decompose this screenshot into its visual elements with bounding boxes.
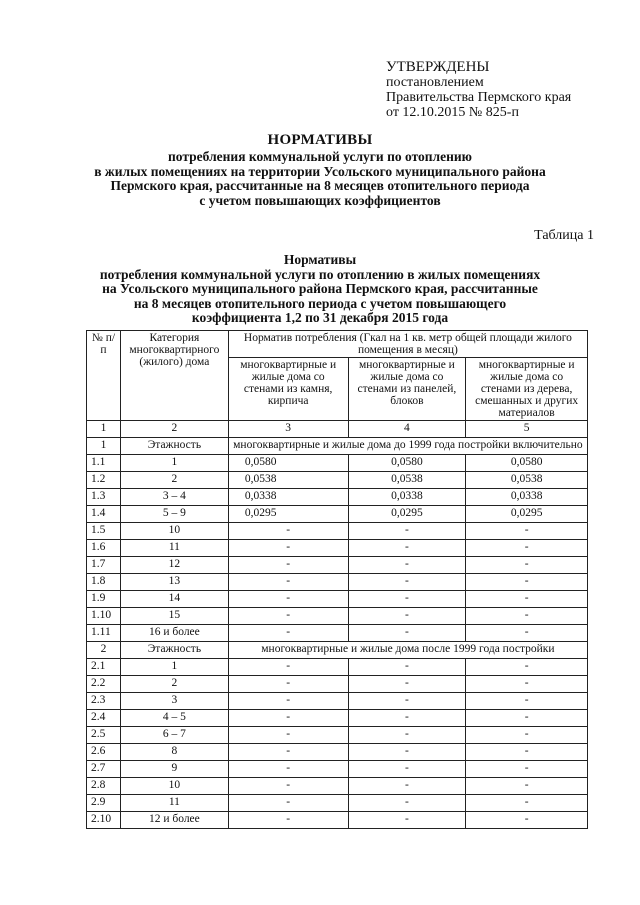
row-floors: 1 xyxy=(120,659,228,676)
row-floors: 14 xyxy=(120,591,228,608)
value-panel: - xyxy=(348,608,466,625)
subtitle-line: Пермского края, рассчитанные на 8 месяцев отопительного периода xyxy=(110,178,530,193)
row-num: 2.5 xyxy=(87,727,121,744)
value-wood: - xyxy=(466,625,588,642)
row-num: 1.8 xyxy=(87,574,121,591)
value-stone: - xyxy=(228,727,348,744)
row-floors: 13 xyxy=(120,574,228,591)
table-row xyxy=(87,727,588,744)
document-subtitle xyxy=(0,150,640,208)
table-title-line: на Усольского муниципального района Пермского края, рассчитанные xyxy=(102,281,538,296)
value-panel: - xyxy=(348,557,466,574)
row-floors: 9 xyxy=(120,761,228,778)
value-stone: - xyxy=(228,540,348,557)
row-num: 2.3 xyxy=(87,693,121,710)
value-panel: - xyxy=(348,659,466,676)
column-number-row xyxy=(87,421,588,438)
value-wood: - xyxy=(466,795,588,812)
section-num: 1 xyxy=(87,438,121,455)
row-floors: 16 и более xyxy=(120,625,228,642)
value-panel: - xyxy=(348,540,466,557)
row-floors: 6 – 7 xyxy=(120,727,228,744)
value-panel: - xyxy=(348,795,466,812)
table-row xyxy=(87,455,588,472)
value-wood: - xyxy=(466,557,588,574)
table-row xyxy=(87,540,588,557)
section-label: многоквартирные и жилые дома до 1999 года постройки включительно xyxy=(228,438,587,455)
approval-title: УТВЕРЖДЕНЫ xyxy=(386,59,490,75)
row-num: 2.6 xyxy=(87,744,121,761)
value-wood: - xyxy=(466,540,588,557)
value-wood: - xyxy=(466,574,588,591)
value-wood: 0,0580 xyxy=(466,455,588,472)
table-row xyxy=(87,659,588,676)
row-num: 2.9 xyxy=(87,795,121,812)
value-stone: - xyxy=(228,676,348,693)
subtitle-line: в жилых помещениях на территории Усольского муниципального района xyxy=(94,163,546,179)
value-stone: - xyxy=(228,574,348,591)
value-stone: - xyxy=(228,778,348,795)
row-floors: 11 xyxy=(120,795,228,812)
table-row xyxy=(87,676,588,693)
approval-line: Правительства Пермского края xyxy=(386,90,572,105)
value-wood: - xyxy=(466,693,588,710)
row-floors: 12 и более xyxy=(120,812,228,829)
value-wood: - xyxy=(466,727,588,744)
table-row xyxy=(87,574,588,591)
table-row xyxy=(87,557,588,574)
value-panel: - xyxy=(348,523,466,540)
value-wood: 0,0338 xyxy=(466,489,588,506)
value-panel: 0,0580 xyxy=(348,455,466,472)
document-title: НОРМАТИВЫ xyxy=(267,132,373,148)
row-num: 1.10 xyxy=(87,608,121,625)
value-stone: 0,0295 xyxy=(228,506,348,523)
value-stone: - xyxy=(228,523,348,540)
value-stone: - xyxy=(228,710,348,727)
row-num: 2.10 xyxy=(87,812,121,829)
value-wood: - xyxy=(466,710,588,727)
value-panel: - xyxy=(348,591,466,608)
section-num: 2 xyxy=(87,642,121,659)
col-number: 1 xyxy=(87,421,121,438)
row-num: 2.1 xyxy=(87,659,121,676)
norms-table xyxy=(86,330,588,829)
value-wood: - xyxy=(466,591,588,608)
section-label: многоквартирные и жилые дома после 1999 года постройки xyxy=(228,642,587,659)
value-panel: - xyxy=(348,761,466,778)
value-wood: - xyxy=(466,608,588,625)
value-wood: - xyxy=(466,778,588,795)
row-floors: 10 xyxy=(120,523,228,540)
value-wood: - xyxy=(466,744,588,761)
subtitle-line: потребления коммунальной услуги по отоплению xyxy=(168,149,472,164)
col-number: 4 xyxy=(348,421,466,438)
table-row xyxy=(87,625,588,642)
row-num: 2.7 xyxy=(87,761,121,778)
row-floors: 3 xyxy=(120,693,228,710)
table-title-line: Нормативы xyxy=(283,252,357,267)
row-num: 1.6 xyxy=(87,540,121,557)
subtitle-line: с учетом повышающих коэффициентов xyxy=(199,192,441,208)
table-header-row xyxy=(87,331,588,358)
table-row xyxy=(87,472,588,489)
section-category: Этажность xyxy=(120,438,228,455)
row-floors: 12 xyxy=(120,557,228,574)
row-floors: 10 xyxy=(120,778,228,795)
approval-line: постановлением xyxy=(386,75,484,90)
row-floors: 11 xyxy=(120,540,228,557)
value-wood: - xyxy=(466,523,588,540)
value-panel: - xyxy=(348,676,466,693)
row-floors: 3 – 4 xyxy=(120,489,228,506)
value-stone: - xyxy=(228,608,348,625)
table-row xyxy=(87,744,588,761)
value-wood: - xyxy=(466,676,588,693)
value-panel: 0,0295 xyxy=(348,506,466,523)
table-row xyxy=(87,506,588,523)
value-stone: - xyxy=(228,693,348,710)
value-wood: - xyxy=(466,812,588,829)
value-panel: 0,0338 xyxy=(348,489,466,506)
section-category: Этажность xyxy=(120,642,228,659)
row-floors: 4 – 5 xyxy=(120,710,228,727)
value-stone: 0,0338 xyxy=(228,489,348,506)
value-panel: - xyxy=(348,625,466,642)
table-row xyxy=(87,795,588,812)
value-panel: 0,0538 xyxy=(348,472,466,489)
row-num: 1.9 xyxy=(87,591,121,608)
col-number: 5 xyxy=(466,421,588,438)
table-title-line: потребления коммунальной услуги по отоплению в жилых помещениях xyxy=(99,266,541,282)
value-stone: 0,0580 xyxy=(228,455,348,472)
table-row xyxy=(87,591,588,608)
header-norm: Норматив потребления (Гкал на 1 кв. метр общей площади жилого помещения в месяц) xyxy=(228,331,587,358)
value-stone: - xyxy=(228,557,348,574)
table-number: Таблица 1 xyxy=(534,228,594,243)
value-wood: - xyxy=(466,659,588,676)
row-floors: 1 xyxy=(120,455,228,472)
row-num: 1.5 xyxy=(87,523,121,540)
table-title xyxy=(0,253,640,326)
table-row xyxy=(87,693,588,710)
header-col-wood: многоквартирные и жилые дома со стенами из дерева, смешанных и других материалов xyxy=(466,358,588,421)
table-title-line: коэффициента 1,2 по 31 декабря 2015 года xyxy=(191,310,449,325)
row-num: 1.2 xyxy=(87,472,121,489)
row-num: 1.4 xyxy=(87,506,121,523)
row-floors: 2 xyxy=(120,676,228,693)
value-stone: - xyxy=(228,744,348,761)
value-wood: 0,0295 xyxy=(466,506,588,523)
row-floors: 5 – 9 xyxy=(120,506,228,523)
row-num: 2.8 xyxy=(87,778,121,795)
table-row xyxy=(87,812,588,829)
value-panel: - xyxy=(348,778,466,795)
value-panel: - xyxy=(348,744,466,761)
value-panel: - xyxy=(348,693,466,710)
header-category: Категория многоквартирного (жилого) дома xyxy=(120,331,228,421)
table-row xyxy=(87,710,588,727)
value-wood: - xyxy=(466,761,588,778)
section-row xyxy=(87,642,588,659)
row-num: 2.2 xyxy=(87,676,121,693)
table-title-line: на 8 месяцев отопительного периода с учетом повышающего xyxy=(133,295,507,311)
value-stone: - xyxy=(228,659,348,676)
row-floors: 15 xyxy=(120,608,228,625)
value-stone: - xyxy=(228,625,348,642)
row-floors: 2 xyxy=(120,472,228,489)
row-floors: 8 xyxy=(120,744,228,761)
value-stone: - xyxy=(228,591,348,608)
table-row xyxy=(87,778,588,795)
approval-stamp xyxy=(386,60,571,120)
header-col-stone: многоквартирные и жилые дома со стенами из камня, кирпича xyxy=(228,358,348,421)
row-num: 1.1 xyxy=(87,455,121,472)
header-col-panel: многоквартирные и жилые дома со стенами из панелей, блоков xyxy=(348,358,466,421)
row-num: 1.7 xyxy=(87,557,121,574)
col-number: 3 xyxy=(228,421,348,438)
value-panel: - xyxy=(348,812,466,829)
value-stone: 0,0538 xyxy=(228,472,348,489)
table-row xyxy=(87,523,588,540)
row-num: 1.11 xyxy=(87,625,121,642)
value-panel: - xyxy=(348,710,466,727)
approval-line: от 12.10.2015 № 825-п xyxy=(386,105,519,120)
value-panel: - xyxy=(348,727,466,744)
value-wood: 0,0538 xyxy=(466,472,588,489)
header-num: № п/п xyxy=(87,331,121,421)
row-num: 2.4 xyxy=(87,710,121,727)
value-stone: - xyxy=(228,795,348,812)
section-row xyxy=(87,438,588,455)
col-number: 2 xyxy=(120,421,228,438)
table-row xyxy=(87,489,588,506)
row-num: 1.3 xyxy=(87,489,121,506)
value-panel: - xyxy=(348,574,466,591)
value-stone: - xyxy=(228,761,348,778)
value-stone: - xyxy=(228,812,348,829)
table-row xyxy=(87,761,588,778)
table-row xyxy=(87,608,588,625)
